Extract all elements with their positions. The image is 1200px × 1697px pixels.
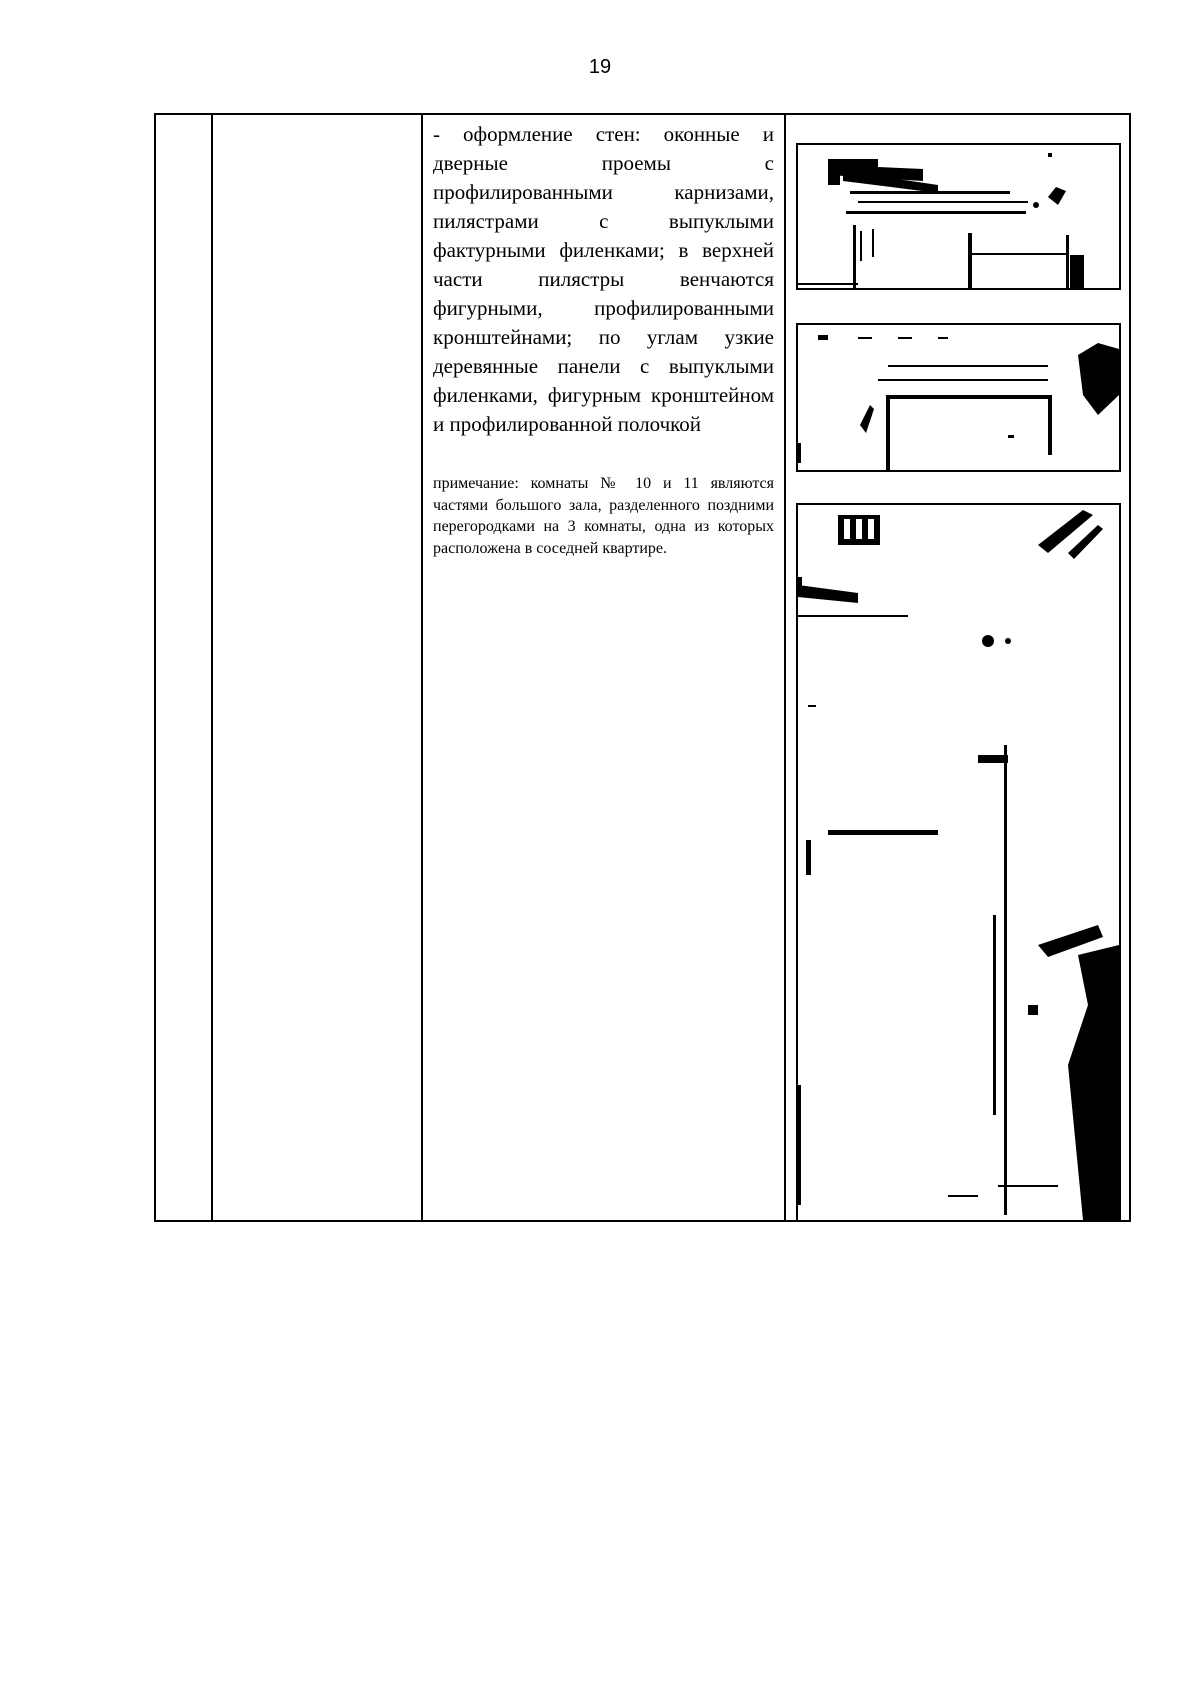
element-name-cell — [212, 114, 422, 1221]
description-cell — [422, 114, 785, 1221]
row-number-cell — [155, 114, 212, 1221]
page-number: 19 — [588, 56, 612, 78]
photo-room-interior — [796, 503, 1121, 1222]
description-text: - оформление стен: оконные и дверные проемы с профилированными карнизами, пилястрами с выпуклыми фактурными филенками; в верхней части пилястры венчаются фигурными, профилированными кронштейнами; по углам узкие деревянные панели с выпуклыми филенками, фигурным кронштейном и профилированной полочкой — [433, 122, 774, 436]
photo-column — [786, 115, 1129, 1220]
photo-cornice-detail — [796, 143, 1121, 290]
description-block — [423, 115, 784, 439]
note-block — [423, 473, 784, 559]
photo-cell — [785, 114, 1130, 1221]
photo-doorway-detail — [796, 323, 1121, 472]
inspection-table — [154, 113, 1131, 1222]
table-row — [155, 114, 1130, 1221]
note-text: примечание: комнаты № 10 и 11 являются частями большого зала, разделенного поздними перегородками на 3 комнаты, одна из которых расположена в соседней квартире. — [433, 475, 774, 557]
